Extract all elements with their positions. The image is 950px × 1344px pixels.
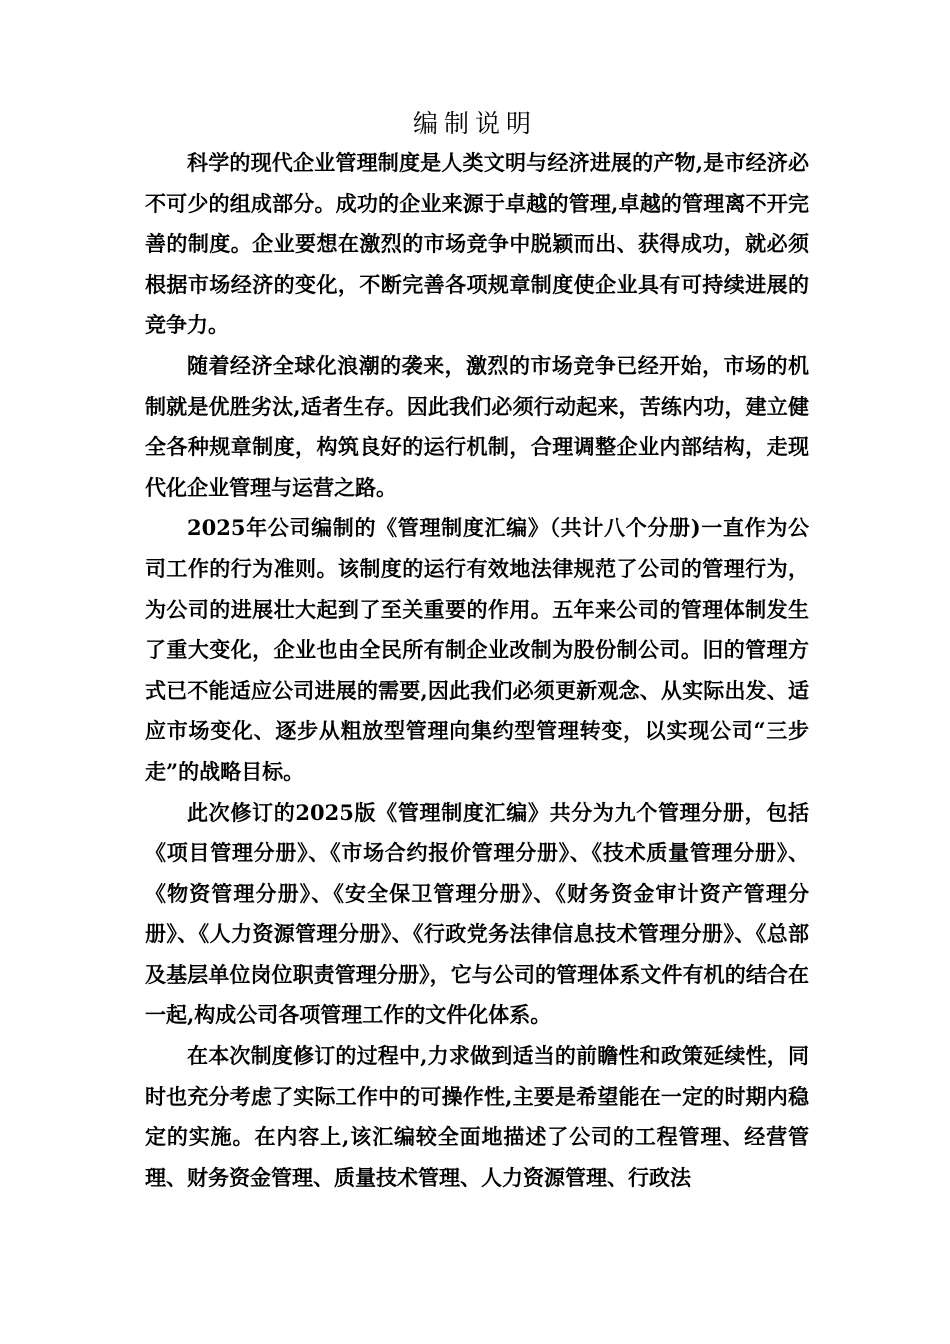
paragraph-5: 在本次制度修订的过程中,力求做到适当的前瞻性和政策延续性，同时也充分考虑了实际工作中的可操作性,主要是希望能在一定的时期内稳定的实施。在内容上,该汇编较全面地描述了公司的工程管理、经营管理、财务资金管理、质量技术管理、人力资源管理、行政法 [145,1043,809,1190]
document-body [145,143,809,1198]
paragraph-2: 随着经济全球化浪潮的袭来，激烈的市场竞争已经开始，市场的机制就是优胜劣汰,适者生存。因此我们必须行动起来，苦练内功，建立健全各种规章制度，构筑良好的运行机制，合理调整企业内部结构，走现代化企业管理与运营之路。 [145,352,809,500]
paragraph-1: 科学的现代企业管理制度是人类文明与经济进展的产物,是市经济必不可少的组成部分。成功的企业来源于卓越的管理,卓越的管理离不开完善的制度。企业要想在激烈的市场竞争中脱颖而出、获得成功，就必须根据市场经济的变化，不断完善各项规章制度使企业具有可持续进展的竞争力。 [145,150,809,338]
paragraph-4: 此次修订的2025版《管理制度汇编》共分为九个管理分册，包括《项目管理分册》、《市场合约报价管理分册》、《技术质量管理分册》、《物资管理分册》、《安全保卫管理分册》、《财务资金审计资产管理分册》、《人力资源管理分册》、《行政党务法律信息技术管理分册》、《总部及基层单位岗位职责管理分册》，它与公司的管理体系文件有机的结合在一起,构成公司各项管理工作的文件化体系。 [145,799,809,1028]
document-title: 编制说明 [412,109,537,138]
paragraph-3: 2025年公司编制的《管理制度汇编》（共计八个分册)一直作为公司工作的行为准则。该制度的运行有效地法律规范了公司的管理行为，为公司的进展壮大起到了至关重要的作用。五年来公司的管理体制发生了重大变化，企业也由全民所有制企业改制为股份制公司。旧的管理方式已不能适应公司进展的需要,因此我们必须更新观念、从实际出发、适应市场变化、逐步从粗放型管理向集约型管理转变，以实现公司“三步走”的战略目标。 [145,515,809,784]
